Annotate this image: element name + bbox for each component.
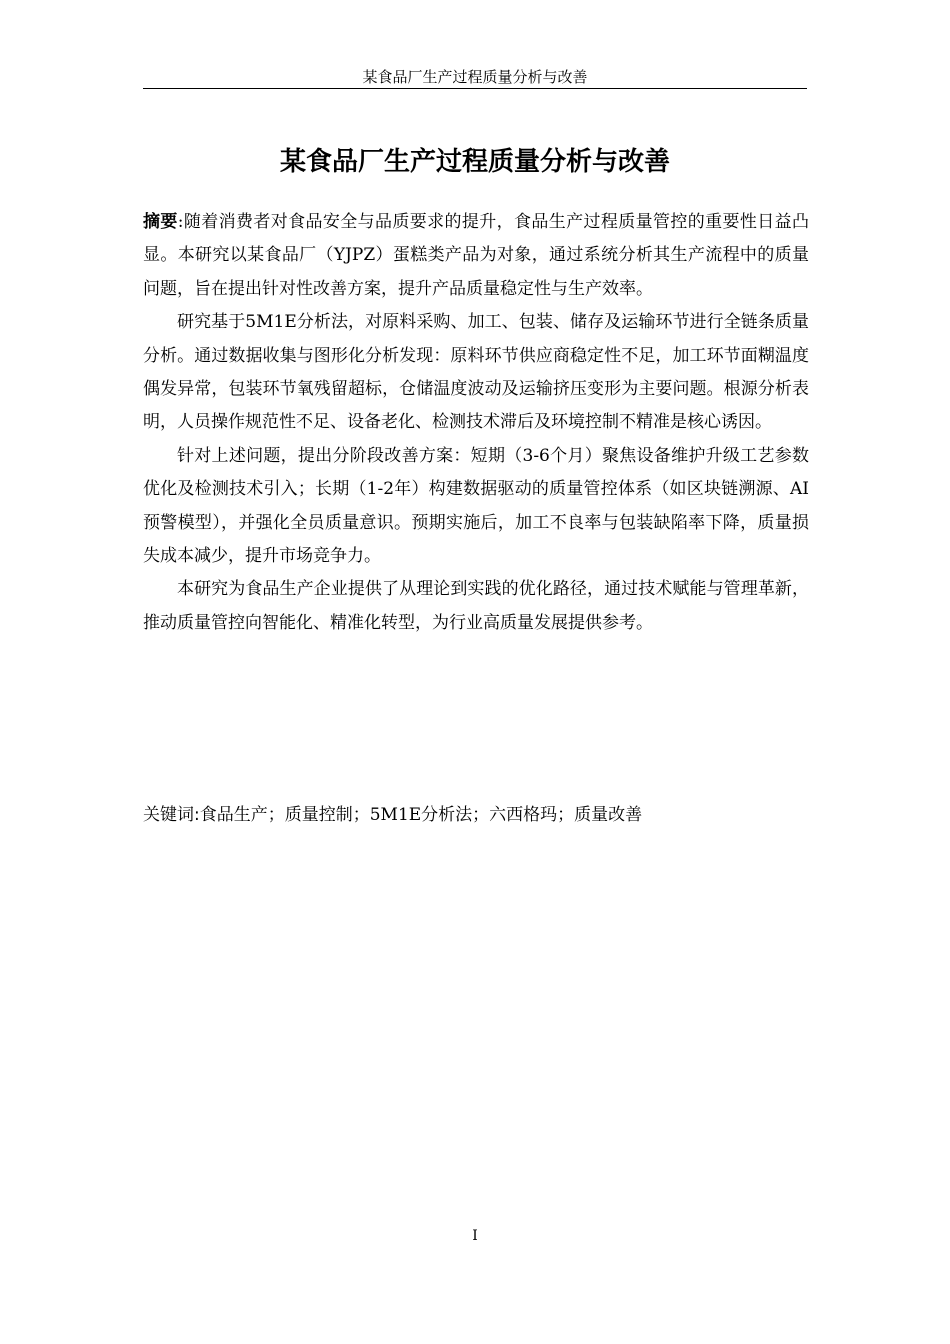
abstract-section xyxy=(143,206,809,640)
keywords-line xyxy=(143,798,809,832)
abstract-paragraph-3: 针对上述问题，提出分阶段改善方案：短期（3-6个月）聚焦设备维护升级工艺参数优化及检测技术引入；长期（1-2年）构建数据驱动的质量管控体系（如区块链溯源、AI预警模型），并强化全员质量意识。预期实施后，加工不良率与包装缺陷率下降，质量损失成本减少，提升市场竞争力。 xyxy=(143,445,809,567)
running-header-title: 某食品厂生产过程质量分析与改善 xyxy=(362,68,588,86)
running-header xyxy=(143,66,807,89)
page-number: I xyxy=(472,1228,478,1244)
keywords-text: 食品生产；质量控制；5M1E分析法；六西格玛；质量改善 xyxy=(199,805,643,825)
abstract-paragraph-2: 研究基于5M1E分析法，对原料采购、加工、包装、储存及运输环节进行全链条质量分析。通过数据收集与图形化分析发现：原料环节供应商稳定性不足，加工环节面糊温度偶发异常，包装环节氧残留超标，仓储温度波动及运输挤压变形为主要问题。根源分析表明，人员操作规范性不足、设备老化、检测技术滞后及环境控制不精准是核心诱因。 xyxy=(143,312,809,433)
abstract-paragraph-4: 本研究为食品生产企业提供了从理论到实践的优化路径，通过技术赋能与管理革新，推动质量管控向智能化、精准化转型，为行业高质量发展提供参考。 xyxy=(143,579,809,633)
document-title: 某食品厂生产过程质量分析与改善 xyxy=(279,147,670,177)
keywords-label: 关键词: xyxy=(143,805,200,825)
abstract-paragraph-1-text: :随着消费者对食品安全与品质要求的提升，食品生产过程质量管控的重要性日益凸显。本研究以某食品厂（YJPZ）蛋糕类产品为对象，通过系统分析其生产流程中的质量问题，旨在提出针对性改善方案，提升产品质量稳定性与生产效率。 xyxy=(143,212,810,299)
abstract-paragraph-1 xyxy=(143,206,809,306)
abstract-label: 摘要 xyxy=(143,212,178,232)
